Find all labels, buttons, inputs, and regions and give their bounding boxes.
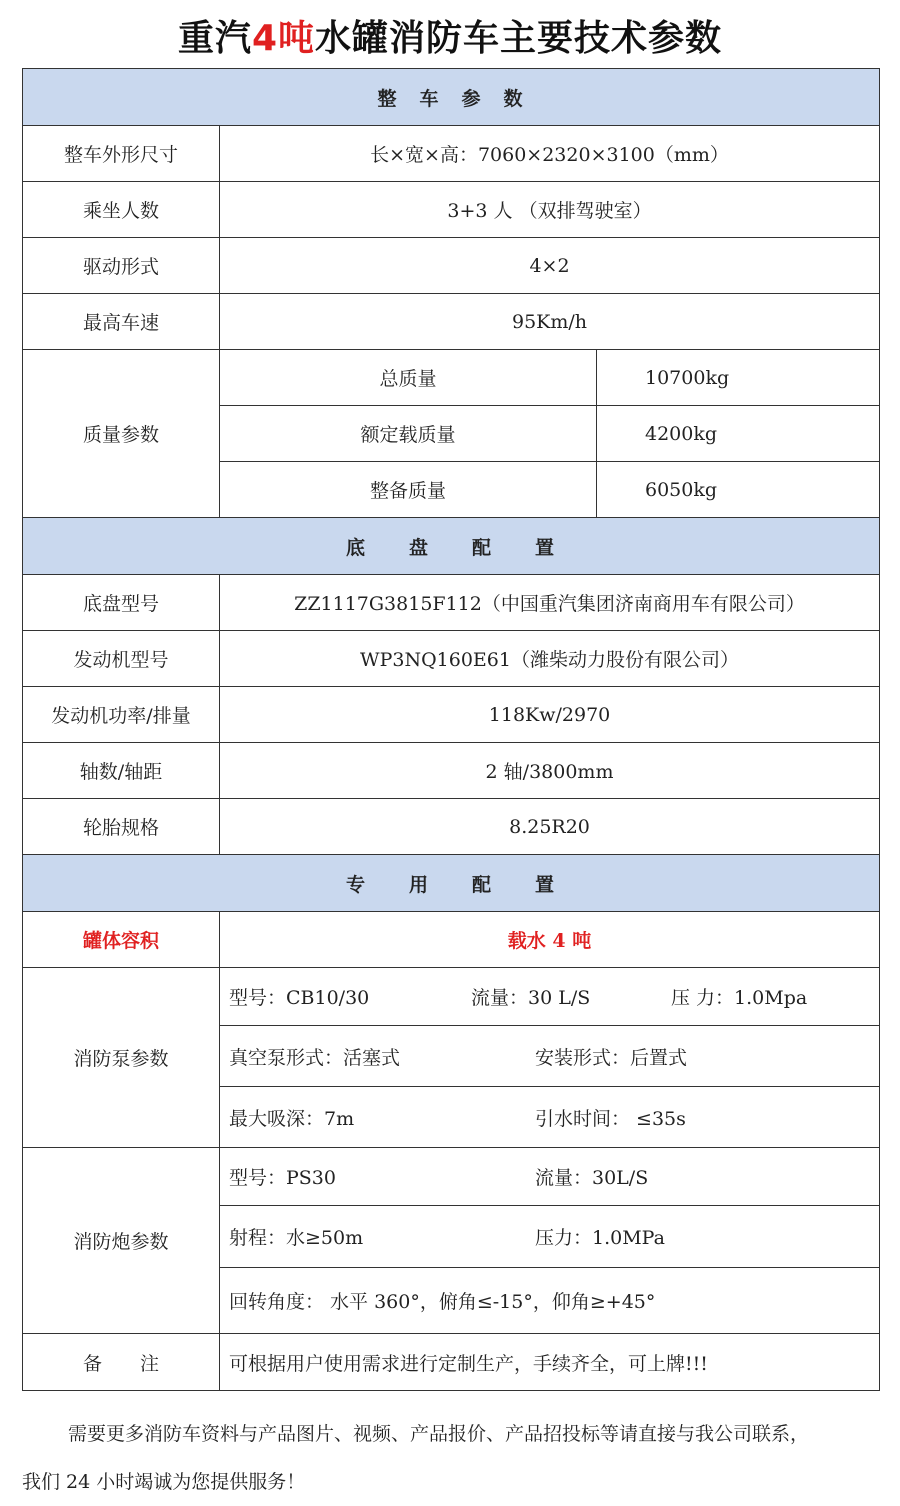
power-label: 发动机功率/排量 [23, 687, 220, 743]
title-suffix: 水罐消防车主要技术参数 [315, 18, 723, 59]
mass-value: 4200kg [597, 406, 880, 462]
section-header-chassis [23, 518, 880, 575]
footer-note [22, 1410, 887, 1506]
spec-table [22, 68, 880, 1391]
footer-line-2: 我们 24 小时竭诚为您提供服务！ [22, 1471, 306, 1493]
tank-value: 载水 4 吨 [220, 912, 880, 968]
table-row [23, 238, 880, 294]
remark-label: 备 注 [23, 1334, 220, 1391]
chassis-model-label: 底盘型号 [23, 575, 220, 631]
table-row [23, 1334, 880, 1391]
cannon-angle: 回转角度： 水平 360°，俯角≤-15°，仰角≥+45° [220, 1268, 880, 1334]
pump-model: 型号：CB10/30 [229, 987, 370, 1009]
axle-label: 轴数/轴距 [23, 743, 220, 799]
cannon-row-1 [220, 1148, 880, 1206]
page-title [0, 10, 900, 61]
cannon-flow: 流量：30L/S [535, 1167, 649, 1189]
table-row [23, 968, 880, 1026]
mass-name: 整备质量 [220, 462, 597, 518]
mass-name: 总质量 [220, 350, 597, 406]
cannon-model: 型号：PS30 [229, 1167, 336, 1189]
cannon-row-2 [220, 1206, 880, 1268]
table-row [23, 799, 880, 855]
table-row [23, 126, 880, 182]
section-title-vehicle: 整 车 参 数 [23, 69, 880, 126]
pump-label: 消防泵参数 [23, 968, 220, 1148]
table-row [23, 350, 880, 406]
seats-label: 乘坐人数 [23, 182, 220, 238]
dims-value: 长×宽×高：7060×2320×3100（mm） [220, 126, 880, 182]
engine-value: WP3NQ160E61（潍柴动力股份有限公司） [220, 631, 880, 687]
power-value: 118Kw/2970 [220, 687, 880, 743]
footer-line-1: 需要更多消防车资料与产品图片、视频、产品报价、产品招投标等请直接与我公司联系， [68, 1423, 810, 1445]
pump-pressure: 压 力：1.0Mpa [671, 987, 808, 1009]
pump-vacuum: 真空泵形式：活塞式 [229, 1046, 401, 1069]
table-row [23, 743, 880, 799]
speed-value: 95Km/h [220, 294, 880, 350]
table-row [23, 294, 880, 350]
speed-label: 最高车速 [23, 294, 220, 350]
axle-value: 2 轴/3800mm [220, 743, 880, 799]
mass-label: 质量参数 [23, 350, 220, 518]
mass-name: 额定载质量 [220, 406, 597, 462]
drive-label: 驱动形式 [23, 238, 220, 294]
pump-depth: 最大吸深：7m [229, 1107, 355, 1130]
pump-time: 引水时间： ≤35s [535, 1107, 686, 1130]
seats-value: 3+3 人 （双排驾驶室） [220, 182, 880, 238]
engine-label: 发动机型号 [23, 631, 220, 687]
section-header-special [23, 855, 880, 912]
chassis-model-value: ZZ1117G3815F112（中国重汽集团济南商用车有限公司） [220, 575, 880, 631]
pump-row-2 [220, 1026, 880, 1087]
table-row [23, 687, 880, 743]
pump-install: 安装形式：后置式 [535, 1046, 688, 1069]
cannon-label: 消防炮参数 [23, 1148, 220, 1334]
dims-label: 整车外形尺寸 [23, 126, 220, 182]
section-title-chassis: 底 盘 配 置 [23, 518, 880, 575]
tire-value: 8.25R20 [220, 799, 880, 855]
cannon-pressure: 压力：1.0MPa [535, 1227, 665, 1249]
table-row [23, 1148, 880, 1206]
remark-value: 可根据用户使用需求进行定制生产，手续齐全，可上牌!!! [220, 1334, 880, 1391]
title-highlight: 4吨 [251, 18, 316, 59]
table-row [23, 912, 880, 968]
tank-label: 罐体容积 [23, 912, 220, 968]
cannon-range: 射程：水≥50m [229, 1227, 364, 1249]
tire-label: 轮胎规格 [23, 799, 220, 855]
table-row [23, 575, 880, 631]
pump-row-3 [220, 1087, 880, 1148]
title-prefix: 重汽 [177, 18, 252, 59]
mass-value: 6050kg [597, 462, 880, 518]
table-row [23, 631, 880, 687]
drive-value: 4×2 [220, 238, 880, 294]
section-header-vehicle [23, 69, 880, 126]
table-row [23, 182, 880, 238]
pump-row-1 [220, 968, 880, 1026]
mass-value: 10700kg [597, 350, 880, 406]
pump-flow: 流量：30 L/S [471, 987, 591, 1009]
section-title-special: 专 用 配 置 [23, 855, 880, 912]
